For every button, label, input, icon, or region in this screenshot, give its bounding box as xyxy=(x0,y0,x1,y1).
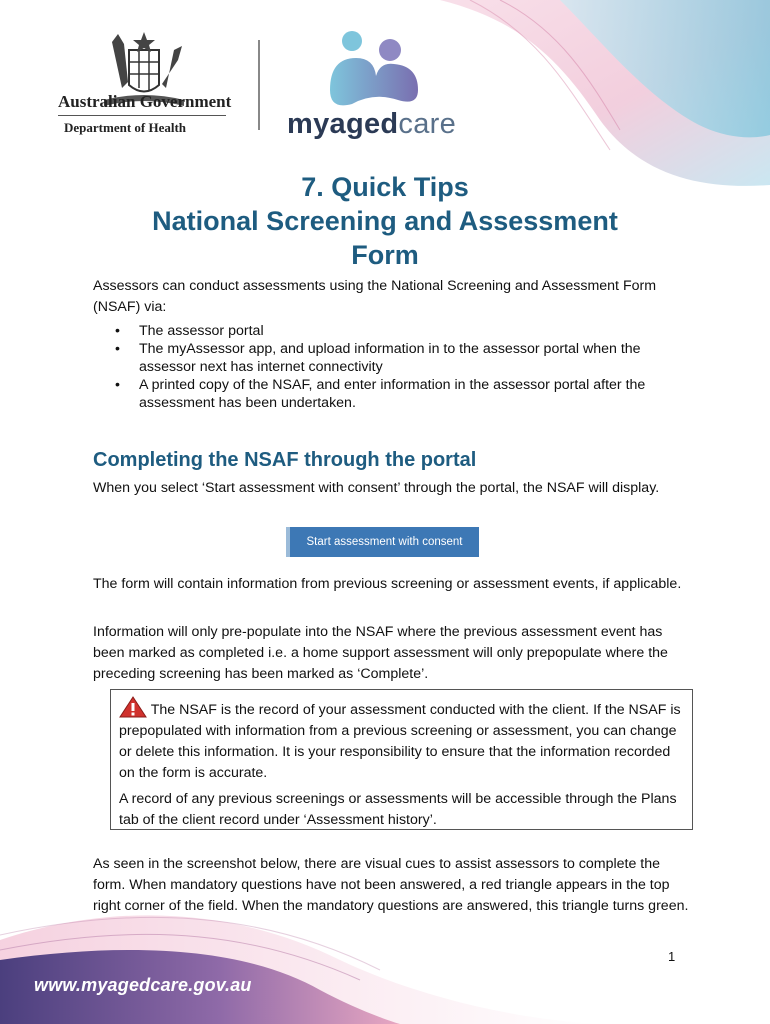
myagedcare-people-icon xyxy=(328,28,420,108)
notice-text-1: The NSAF is the record of your assessment conducted with the client. If the NSAF is prepopulated with information from a previous screening or assessment, you can change or delete this information. It is your responsibility to ensure that the information recorded on the form is accurate. xyxy=(119,702,681,781)
start-assessment-button[interactable]: Start assessment with consent xyxy=(286,527,479,557)
bullet-icon: • xyxy=(115,341,120,357)
title-line-2: National Screening and Assessment xyxy=(152,206,618,236)
form-contain-paragraph: The form will contain information from previous screening or assessment events, if applicable. xyxy=(93,576,682,592)
list-item-text: The myAssessor app, and upload information in to the assessor portal when the assessor next has internet connectivity xyxy=(139,341,641,375)
title-line-3: Form xyxy=(351,240,419,270)
australian-government-logo xyxy=(58,30,238,140)
page-number: 1 xyxy=(668,949,676,964)
gov-title: Australian Government xyxy=(58,92,232,111)
section-heading: Completing the NSAF through the portal xyxy=(93,449,477,471)
website-url[interactable]: www.myagedcare.gov.au xyxy=(34,975,252,995)
logo-divider xyxy=(258,40,260,130)
bullet-icon: • xyxy=(115,377,120,393)
gov-divider xyxy=(58,115,226,116)
title-line-1: 7. Quick Tips xyxy=(301,172,469,202)
prepopulate-paragraph: Information will only pre-populate into the NSAF where the previous assessment event has been marked as completed i.e. a home support assessment will only prepopulate where the preceding screening has been marked as ‘Complete’. xyxy=(93,624,668,682)
notice-box xyxy=(110,689,693,830)
gov-department: Department of Health xyxy=(64,120,187,135)
intro-paragraph: Assessors can conduct assessments using the National Screening and Assessment Form (NSAF) via: xyxy=(93,278,657,315)
list-item-text: The assessor portal xyxy=(139,323,264,339)
access-methods-list xyxy=(93,322,693,412)
warning-icon xyxy=(119,696,147,718)
myagedcare-wordmark xyxy=(287,108,456,141)
brand-aged: aged xyxy=(329,108,399,140)
list-item xyxy=(93,376,693,412)
brand-care: care xyxy=(398,108,457,140)
notice-paragraph-1 xyxy=(119,696,684,784)
list-item xyxy=(93,322,693,340)
list-item xyxy=(93,340,693,376)
brand-my: my xyxy=(287,108,330,140)
select-paragraph: When you select ‘Start assessment with consent’ through the portal, the NSAF will display. xyxy=(93,480,660,496)
notice-text-2: A record of any previous screenings or assessments will be accessible through the Plans tab of the client record under ‘Assessment history’. xyxy=(119,791,677,828)
bullet-icon: • xyxy=(115,323,120,339)
list-item-text: A printed copy of the NSAF, and enter information in the assessor portal after the assessment has been undertaken. xyxy=(139,377,646,411)
visual-cues-paragraph: As seen in the screenshot below, there are visual cues to assist assessors to complete the form. When mandatory questions have not been answered, a red triangle appears in the top right corner of the field. When the mandatory questions are answered, this triangle turns green. xyxy=(93,856,689,914)
notice-paragraph-2 xyxy=(119,789,684,831)
page-title xyxy=(0,170,770,272)
